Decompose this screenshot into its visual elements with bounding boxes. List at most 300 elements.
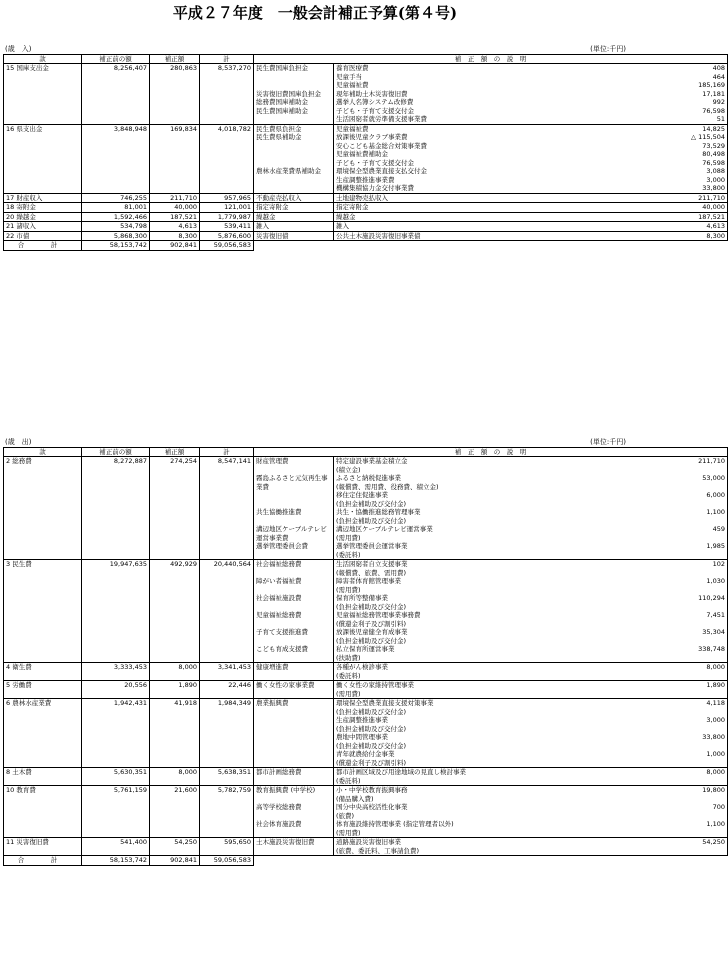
table-row <box>4 457 728 466</box>
page-title: 平成２７年度 一般会計補正予算(第４号) <box>172 4 458 22</box>
table-row <box>4 115 728 124</box>
category-cell: 18 寄附金 <box>4 203 82 213</box>
table-row <box>4 491 728 500</box>
total-cell: 595,650 <box>200 838 254 847</box>
before-amount-cell: 8,256,407 <box>82 64 150 73</box>
detail-amount-cell: 33,800 <box>652 733 728 742</box>
table-row <box>4 620 728 629</box>
item-cell <box>254 81 334 90</box>
column-header: 補正前の額 <box>82 448 150 457</box>
item-cell: 運営事業費 <box>254 534 334 543</box>
detail-amount-cell <box>652 569 728 578</box>
total-value: 58,153,742 <box>82 856 150 866</box>
item-cell <box>254 466 334 475</box>
item-cell: 民生費県補助金 <box>254 133 334 142</box>
total-cell: 5,638,351 <box>200 768 254 777</box>
detail-amount-cell: 211,710 <box>652 193 728 203</box>
category-cell: 15 国庫支出金 <box>4 64 82 73</box>
detail-amount-cell: 338,748 <box>652 645 728 654</box>
detail-amount-cell: 51 <box>652 115 728 124</box>
detail-amount-cell <box>652 708 728 717</box>
item-cell <box>254 603 334 612</box>
table-row <box>4 124 728 133</box>
table-row <box>4 176 728 185</box>
detail-amount-cell <box>652 812 728 821</box>
table-row <box>4 90 728 99</box>
correction-amount-cell: 40,000 <box>150 203 200 213</box>
detail-amount-cell: 187,521 <box>652 212 728 222</box>
detail-cell: (需用費) <box>334 586 652 595</box>
total-cell: 539,411 <box>200 222 254 232</box>
detail-amount-cell <box>652 690 728 699</box>
item-cell: 教育振興費 (中学校) <box>254 786 334 795</box>
item-cell <box>254 812 334 821</box>
detail-cell: 共生・協働推進総務管理事業 <box>334 508 652 517</box>
table-row <box>4 838 728 847</box>
detail-cell: 環境保全型農業直接支援対策事業 <box>334 699 652 708</box>
detail-amount-cell: 17,181 <box>652 90 728 99</box>
item-cell: 指定寄附金 <box>254 203 334 213</box>
detail-amount-cell: 1,000 <box>652 750 728 759</box>
detail-amount-cell: 992 <box>652 98 728 107</box>
detail-cell: (負担金補助及び交付金) <box>334 500 652 509</box>
detail-cell: 選挙人名簿システム改修費 <box>334 98 652 107</box>
detail-cell: 繰越金 <box>334 212 652 222</box>
table-row <box>4 517 728 526</box>
item-cell: 災害復旧債 <box>254 231 334 241</box>
table-row <box>4 759 728 768</box>
detail-amount-cell: 1,890 <box>652 681 728 690</box>
detail-cell: 児童手当 <box>334 73 652 82</box>
detail-amount-cell: 76,598 <box>652 107 728 116</box>
table-row <box>4 663 728 672</box>
detail-cell: (負担金補助及び交付金) <box>334 742 652 751</box>
detail-amount-cell: 185,169 <box>652 81 728 90</box>
detail-amount-cell <box>652 672 728 681</box>
detail-cell: (旅費) <box>334 812 652 821</box>
total-value: 902,841 <box>150 856 200 866</box>
detail-cell: 生活困窮者自立支援事業 <box>334 560 652 569</box>
expenditure-section <box>3 438 725 866</box>
table-row <box>4 733 728 742</box>
detail-cell: (委託料) <box>334 551 652 560</box>
total-cell: 22,446 <box>200 681 254 690</box>
total-cell: 8,547,141 <box>200 457 254 466</box>
detail-amount-cell: 76,598 <box>652 159 728 168</box>
detail-cell: (報償費、旅費、需用費) <box>334 569 652 578</box>
correction-amount-cell: 21,600 <box>150 786 200 795</box>
detail-amount-cell <box>652 500 728 509</box>
detail-amount-cell: 211,710 <box>652 457 728 466</box>
item-cell: 働く女性の家事業費 <box>254 681 334 690</box>
table-row <box>4 742 728 751</box>
table-row <box>4 551 728 560</box>
detail-amount-cell: 408 <box>652 64 728 73</box>
table-row <box>4 184 728 193</box>
detail-cell: 子ども・子育て支援交付金 <box>334 159 652 168</box>
correction-amount-cell: 169,834 <box>150 124 200 133</box>
total-label: 合 計 <box>4 856 82 866</box>
table-row <box>4 681 728 690</box>
detail-cell: 国分中央高校活性化事業 <box>334 803 652 812</box>
correction-amount-cell: 8,300 <box>150 231 200 241</box>
detail-amount-cell: 1,985 <box>652 542 728 551</box>
detail-cell: (積立金) <box>334 466 652 475</box>
detail-cell: (旅費、委託料、工事請負費) <box>334 847 652 856</box>
table-row <box>4 672 728 681</box>
column-header: 計 <box>200 448 254 457</box>
table-row <box>4 603 728 612</box>
total-value: 58,153,742 <box>82 241 150 251</box>
detail-amount-cell <box>652 551 728 560</box>
item-cell: 霧島ふるさと元気再生事 <box>254 474 334 483</box>
column-header: 補正前の額 <box>82 55 150 64</box>
detail-cell: 環境保全型農業直接支払交付金 <box>334 167 652 176</box>
detail-amount-cell <box>652 742 728 751</box>
total-cell: 4,018,782 <box>200 124 254 133</box>
table-row <box>4 231 728 241</box>
detail-amount-cell: 3,000 <box>652 716 728 725</box>
table-row <box>4 628 728 637</box>
item-cell <box>254 159 334 168</box>
before-amount-cell: 5,630,351 <box>82 768 150 777</box>
total-cell: 8,537,270 <box>200 64 254 73</box>
detail-cell: 道路施設災害復旧事業 <box>334 838 652 847</box>
item-cell: 選挙管理委員会費 <box>254 542 334 551</box>
total-label: 合 計 <box>4 241 82 251</box>
category-cell: 3 民生費 <box>4 560 82 569</box>
detail-cell: 安心こども基金総合対策事業費 <box>334 142 652 151</box>
detail-amount-cell: 35,304 <box>652 628 728 637</box>
before-amount-cell: 81,001 <box>82 203 150 213</box>
detail-amount-cell: 1,100 <box>652 508 728 517</box>
table-row <box>4 542 728 551</box>
total-cell: 1,779,987 <box>200 212 254 222</box>
category-cell: 17 財産収入 <box>4 193 82 203</box>
table-row <box>4 483 728 492</box>
total-cell: 121,001 <box>200 203 254 213</box>
detail-cell: 児童福祉総務管理事業事務費 <box>334 611 652 620</box>
item-cell <box>254 733 334 742</box>
table-row <box>4 73 728 82</box>
table-row <box>4 98 728 107</box>
before-amount-cell: 3,848,948 <box>82 124 150 133</box>
detail-amount-cell <box>652 620 728 629</box>
total-value: 59,056,583 <box>200 856 254 866</box>
detail-cell: 児童福祉費補助金 <box>334 150 652 159</box>
item-cell <box>254 742 334 751</box>
detail-cell: 特定建設事業基金積立金 <box>334 457 652 466</box>
detail-cell: 保育所等整備事業 <box>334 594 652 603</box>
detail-cell: 機構集積協力金交付事業費 <box>334 184 652 193</box>
item-cell: 都市計画総務費 <box>254 768 334 777</box>
detail-cell: (委託料) <box>334 777 652 786</box>
table-row <box>4 795 728 804</box>
category-cell: 5 労働費 <box>4 681 82 690</box>
detail-amount-cell: 1,100 <box>652 820 728 829</box>
item-cell: 雑入 <box>254 222 334 232</box>
table-row <box>4 222 728 232</box>
item-cell <box>254 551 334 560</box>
detail-amount-cell: △ 115,504 <box>652 133 728 142</box>
item-cell: 土木施設災害復旧費 <box>254 838 334 847</box>
table-row <box>4 212 728 222</box>
table-row <box>4 847 728 856</box>
column-header: 補 正 額 の 説 明 <box>254 55 728 64</box>
table-row <box>4 820 728 829</box>
item-cell: 社会体育施設費 <box>254 820 334 829</box>
column-header: 補正額 <box>150 55 200 64</box>
section-label: (歳 出) <box>5 438 32 446</box>
item-cell <box>254 586 334 595</box>
detail-cell: 公共土木施設災害復旧事業債 <box>334 231 652 241</box>
detail-cell: (報償費、需用費、役務費、積立金) <box>334 483 652 492</box>
item-cell <box>254 73 334 82</box>
detail-cell: 青年就農給付金事業 <box>334 750 652 759</box>
column-header: 補正額 <box>150 448 200 457</box>
item-cell <box>254 184 334 193</box>
correction-amount-cell: 211,710 <box>150 193 200 203</box>
detail-amount-cell: 80,498 <box>652 150 728 159</box>
table-row <box>4 560 728 569</box>
detail-amount-cell: 459 <box>652 525 728 534</box>
item-cell <box>254 491 334 500</box>
table-row <box>4 829 728 838</box>
total-row <box>4 241 728 251</box>
detail-amount-cell <box>652 777 728 786</box>
item-cell: 災害復旧費国庫負担金 <box>254 90 334 99</box>
table-row <box>4 699 728 708</box>
table-row <box>4 150 728 159</box>
table-row <box>4 786 728 795</box>
table-row <box>4 81 728 90</box>
item-cell: 健康増進費 <box>254 663 334 672</box>
item-cell <box>254 115 334 124</box>
category-cell: 21 諸収入 <box>4 222 82 232</box>
before-amount-cell: 19,947,635 <box>82 560 150 569</box>
detail-cell: 体育施設維持管理事業 (指定管理者以外) <box>334 820 652 829</box>
before-amount-cell: 20,556 <box>82 681 150 690</box>
detail-amount-cell <box>652 603 728 612</box>
detail-amount-cell: 8,300 <box>652 231 728 241</box>
total-value: 59,056,583 <box>200 241 254 251</box>
detail-amount-cell: 4,118 <box>652 699 728 708</box>
column-header: 款 <box>4 448 82 457</box>
item-cell: 不動産売払収入 <box>254 193 334 203</box>
table-row <box>4 577 728 586</box>
total-value: 902,841 <box>150 241 200 251</box>
before-amount-cell: 8,272,887 <box>82 457 150 466</box>
item-cell <box>254 569 334 578</box>
item-cell: 民生費県負担金 <box>254 124 334 133</box>
item-cell <box>254 759 334 768</box>
detail-amount-cell <box>652 466 728 475</box>
item-cell: 農林水産業費県補助金 <box>254 167 334 176</box>
detail-amount-cell: 53,000 <box>652 474 728 483</box>
table-row <box>4 803 728 812</box>
table-row <box>4 193 728 203</box>
item-cell <box>254 690 334 699</box>
table-row <box>4 645 728 654</box>
detail-amount-cell: 464 <box>652 73 728 82</box>
table-row <box>4 142 728 151</box>
detail-cell: 小・中学校教育振興事務 <box>334 786 652 795</box>
table-row <box>4 768 728 777</box>
total-cell: 5,782,759 <box>200 786 254 795</box>
revenue-table <box>3 54 728 251</box>
item-cell <box>254 142 334 151</box>
detail-cell: (償還金利子及び割引料) <box>334 620 652 629</box>
table-row <box>4 534 728 543</box>
detail-amount-cell: 3,088 <box>652 167 728 176</box>
detail-cell: 養育医療費 <box>334 64 652 73</box>
table-row <box>4 569 728 578</box>
item-cell <box>254 500 334 509</box>
revenue-section <box>3 45 725 251</box>
detail-cell: ふるさと納税促進事業 <box>334 474 652 483</box>
item-cell: 子育て支援推進費 <box>254 628 334 637</box>
detail-cell: (償還金利子及び割引料) <box>334 759 652 768</box>
detail-amount-cell: 1,030 <box>652 577 728 586</box>
item-cell <box>254 150 334 159</box>
correction-amount-cell: 280,863 <box>150 64 200 73</box>
item-cell <box>254 829 334 838</box>
column-header: 補 正 額 の 説 明 <box>254 448 728 457</box>
item-cell: 高等学校総務費 <box>254 803 334 812</box>
detail-cell: 生産調整推進事業 <box>334 716 652 725</box>
detail-cell: (委託料) <box>334 672 652 681</box>
detail-cell: 雑入 <box>334 222 652 232</box>
correction-amount-cell: 54,250 <box>150 838 200 847</box>
detail-cell: 私立保育所運営事業 <box>334 645 652 654</box>
detail-amount-cell: 40,000 <box>652 203 728 213</box>
before-amount-cell: 1,942,431 <box>82 699 150 708</box>
detail-amount-cell: 700 <box>652 803 728 812</box>
item-cell <box>254 725 334 734</box>
category-cell: 4 衛生費 <box>4 663 82 672</box>
table-row <box>4 690 728 699</box>
detail-amount-cell <box>652 483 728 492</box>
item-cell: 民生費国庫補助金 <box>254 107 334 116</box>
correction-amount-cell: 492,929 <box>150 560 200 569</box>
unit-label: (単位:千円) <box>590 45 626 53</box>
correction-amount-cell: 8,000 <box>150 768 200 777</box>
detail-amount-cell: 19,800 <box>652 786 728 795</box>
category-cell: 22 市債 <box>4 231 82 241</box>
correction-amount-cell: 187,521 <box>150 212 200 222</box>
detail-cell: 溝辺地区ケーブルテレビ運営事業 <box>334 525 652 534</box>
detail-amount-cell: 4,613 <box>652 222 728 232</box>
table-row <box>4 716 728 725</box>
total-cell: 957,965 <box>200 193 254 203</box>
detail-cell: 児童福祉費 <box>334 124 652 133</box>
item-cell <box>254 517 334 526</box>
table-row <box>4 708 728 717</box>
detail-cell: (需用費) <box>334 534 652 543</box>
table-row <box>4 203 728 213</box>
before-amount-cell: 5,761,159 <box>82 786 150 795</box>
item-cell: 業費 <box>254 483 334 492</box>
item-cell: 溝辺地区ケーブルテレビ <box>254 525 334 534</box>
item-cell: 社会福祉総務費 <box>254 560 334 569</box>
before-amount-cell: 746,255 <box>82 193 150 203</box>
before-amount-cell: 541,400 <box>82 838 150 847</box>
item-cell: 総務費国庫補助金 <box>254 98 334 107</box>
detail-cell: (需用費) <box>334 829 652 838</box>
detail-cell: 働く女性の家維持管理事業 <box>334 681 652 690</box>
item-cell <box>254 750 334 759</box>
item-cell <box>254 637 334 646</box>
category-cell: 8 土木費 <box>4 768 82 777</box>
table-row <box>4 586 728 595</box>
detail-cell: 障害者体育館管理事業 <box>334 577 652 586</box>
detail-cell: (負担金補助及び交付金) <box>334 517 652 526</box>
expenditure-table <box>3 447 728 866</box>
table-row <box>4 474 728 483</box>
category-cell: 2 総務費 <box>4 457 82 466</box>
column-header: 計 <box>200 55 254 64</box>
item-cell <box>254 716 334 725</box>
detail-amount-cell: 8,000 <box>652 768 728 777</box>
table-row <box>4 133 728 142</box>
detail-amount-cell: 14,825 <box>652 124 728 133</box>
table-row <box>4 107 728 116</box>
item-cell: こども育成支援費 <box>254 645 334 654</box>
total-row <box>4 856 728 866</box>
table-row <box>4 159 728 168</box>
detail-amount-cell: 7,451 <box>652 611 728 620</box>
detail-amount-cell <box>652 517 728 526</box>
detail-amount-cell <box>652 829 728 838</box>
detail-amount-cell <box>652 586 728 595</box>
detail-cell: 生活困窮者就労準備支援事業費 <box>334 115 652 124</box>
category-cell: 6 農林水産業費 <box>4 699 82 708</box>
item-cell <box>254 708 334 717</box>
item-cell: 共生協働推進費 <box>254 508 334 517</box>
table-row <box>4 654 728 663</box>
table-row <box>4 167 728 176</box>
table-row <box>4 812 728 821</box>
detail-amount-cell: 8,000 <box>652 663 728 672</box>
detail-amount-cell <box>652 725 728 734</box>
table-row <box>4 466 728 475</box>
table-row <box>4 64 728 73</box>
detail-cell: 放課後児童健全育成事業 <box>334 628 652 637</box>
correction-amount-cell: 1,890 <box>150 681 200 690</box>
category-cell: 11 災害復旧費 <box>4 838 82 847</box>
table-row <box>4 725 728 734</box>
detail-cell: 指定寄附金 <box>334 203 652 213</box>
detail-amount-cell: 54,250 <box>652 838 728 847</box>
table-row <box>4 594 728 603</box>
detail-cell: 選挙管理委員会運営事業 <box>334 542 652 551</box>
before-amount-cell: 534,798 <box>82 222 150 232</box>
table-row <box>4 500 728 509</box>
detail-cell: (負担金補助及び交付金) <box>334 603 652 612</box>
item-cell: 民生費国庫負担金 <box>254 64 334 73</box>
detail-amount-cell <box>652 759 728 768</box>
category-cell: 20 繰越金 <box>4 212 82 222</box>
item-cell: 児童福祉総務費 <box>254 611 334 620</box>
item-cell <box>254 847 334 856</box>
item-cell <box>254 795 334 804</box>
detail-cell: (負担金補助及び交付金) <box>334 725 652 734</box>
total-cell: 5,876,600 <box>200 231 254 241</box>
table-row <box>4 611 728 620</box>
detail-amount-cell: 73,529 <box>652 142 728 151</box>
correction-amount-cell: 4,613 <box>150 222 200 232</box>
detail-amount-cell <box>652 534 728 543</box>
